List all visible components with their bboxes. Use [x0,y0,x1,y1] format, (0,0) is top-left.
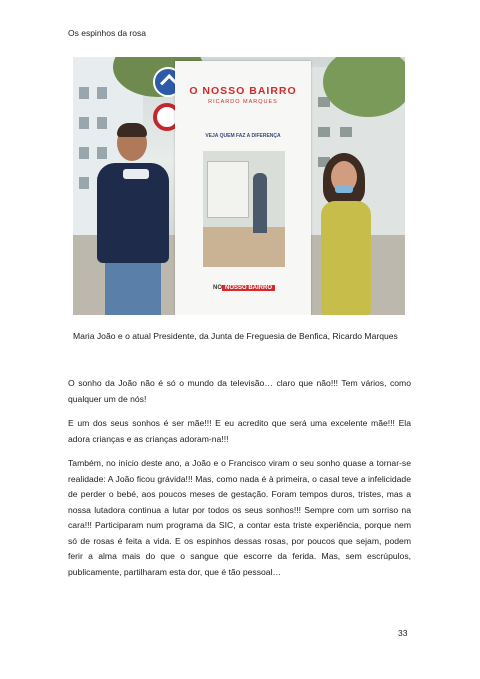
banner-footer-highlight: NOSSO BAIRRO [222,285,275,291]
face-mask-icon [335,185,353,193]
body-text [68,376,411,589]
banner-inner-photo [203,151,285,267]
page-number: 33 [398,628,408,638]
campaign-banner [175,61,311,315]
face-mask-icon [123,169,149,179]
banner-tagline: VEJA QUEM FAZ A DIFERENÇA [205,133,281,139]
banner-footer-prefix: NO [213,285,222,291]
paragraph: O sonho da João não é só o mundo da televisão… claro que não!!! Tem vários, como qualquer um de nós! [68,378,411,404]
running-header: Os espinhos da rosa [68,28,146,38]
event-photo [73,57,405,315]
banner-subtitle: RICARDO MARQUES [208,99,278,105]
paragraph: Também, no início deste ano, a João e o Francisco viram o seu sonho quase a tornar-se realidade: A João ficou grávida!!! Mas, como nada é à primeira, o casal teve a infelicidade de perder o bebé, aos poucos meses de gestação. Foram tempos duros, tristes, mas a nossa lutadora continua a lutar por todos os seus sonhos!!! Sempre com um sorriso na cara!!! Participaram num programa da SIC, a contar esta triste experiência, porque nem só de rosas é feita a vida. E os espinhos dessas rosas, por poucos que sejam, podem ferir a alma mais do que o sangue que escorre da ferida. Mas, sem escrúpulos, publicamente, partilharam esta dor, que é tão pessoal… [68,458,411,577]
photo-caption: Maria João e o atual Presidente, da Junta de Freguesia de Benfica, Ricardo Marques [73,331,398,341]
man-figure [89,125,179,315]
woman-figure [311,153,383,315]
paragraph: E um dos seus sonhos é ser mãe!!! E eu acredito que será uma excelente mãe!!! Ela adora crianças e as crianças adoram-na!!! [68,418,411,444]
banner-title: O NOSSO BAIRRO [189,85,297,97]
banner-footer [213,285,275,294]
